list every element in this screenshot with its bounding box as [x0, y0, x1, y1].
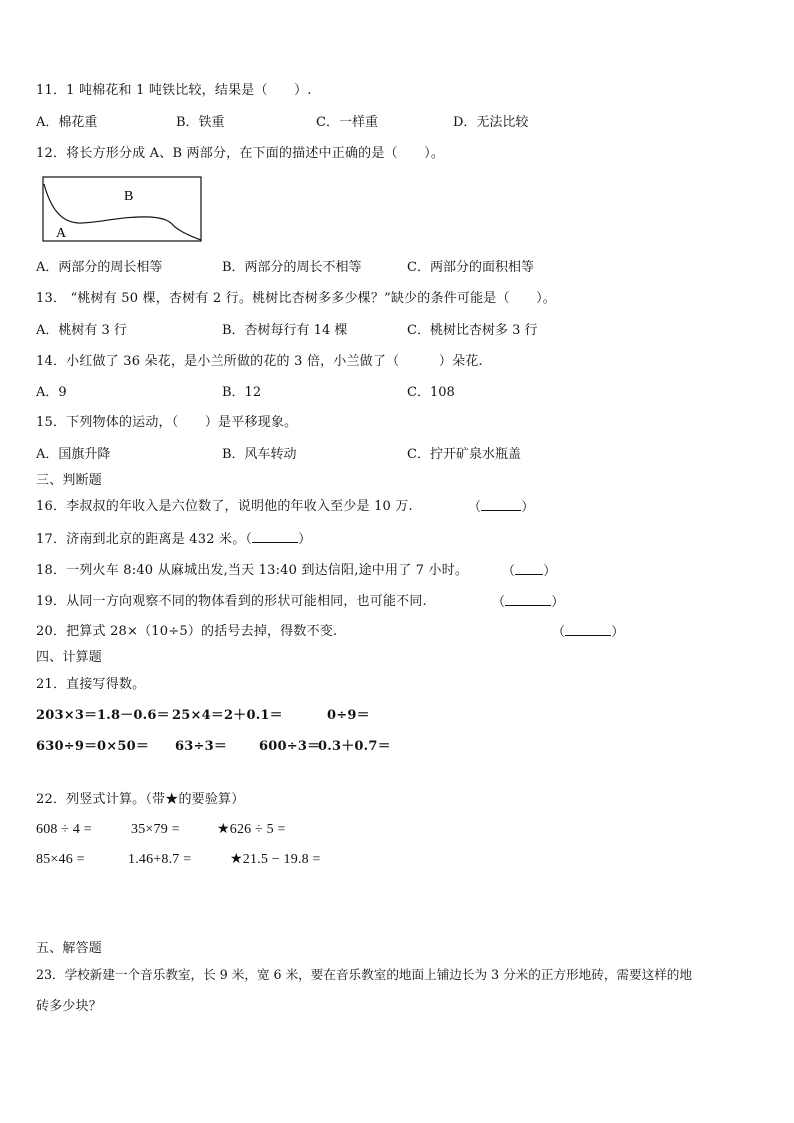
- section-4-heading: 四、计算题: [36, 650, 103, 665]
- q19-answer-blank[interactable]: （ ）: [492, 595, 565, 610]
- q22-item-6: ★21.5 − 19.8 =: [230, 852, 321, 867]
- q17-stem-wrap: [36, 530, 311, 549]
- q12-option-c: C．两部分的面积相等: [407, 260, 534, 275]
- q22-item-3: ★626 ÷ 5 =: [217, 822, 286, 837]
- q13-stem: 13． “桃树有 50 棵，杏树有 2 行。桃树比杏树多多少棵？”缺少的条件可能是（ ）。: [36, 291, 557, 306]
- q21-item-10: 0.3＋0.7＝: [318, 739, 391, 754]
- q22-stem: 22．列竖式计算。（带★的要验算）: [36, 792, 245, 807]
- q21-item-8: 63÷3＝: [175, 739, 228, 754]
- q18-stem: 18．一列火车 8:40 从麻城出发,当天 13:40 到达信阳,途中用了 7 小时。: [36, 563, 469, 578]
- q11-option-b: B．铁重: [176, 115, 225, 130]
- q14-stem: 14．小红做了 36 朵花，是小兰所做的花的 3 倍，小兰做了（ ）朵花.: [36, 354, 483, 369]
- q11-stem: 11．1 吨棉花和 1 吨铁比较，结果是（ ）.: [36, 83, 312, 98]
- q14-option-c: C．108: [407, 385, 455, 400]
- q19-stem: 19．从同一方向观察不同的物体看到的形状可能相同，也可能不同.: [36, 594, 427, 609]
- q22-item-2: 35×79 =: [131, 822, 180, 837]
- q21-stem: 21．直接写得数。: [36, 677, 146, 692]
- q21-item-7: 0×50＝: [97, 739, 150, 754]
- q16-answer-blank[interactable]: （ ）: [468, 500, 535, 515]
- q23-line-2: 砖多少块？: [36, 999, 103, 1014]
- q17-answer-blank[interactable]: （ ）: [245, 532, 312, 547]
- q20-answer-blank[interactable]: （ ）: [552, 625, 625, 640]
- q18-answer-blank[interactable]: （ ）: [502, 564, 557, 579]
- q14-option-b: B．12: [222, 385, 262, 400]
- q22-item-4: 85×46 =: [36, 852, 85, 867]
- q15-option-c: C．拧开矿泉水瓶盖: [407, 447, 521, 462]
- label-a: A: [56, 226, 67, 241]
- q11-option-c: C．一样重: [316, 115, 378, 130]
- q17-stem: 17．济南到北京的距离是 432 米。: [36, 532, 246, 547]
- q23-line-1: 23．学校新建一个音乐教室，长 9 米，宽 6 米，要在音乐教室的地面上铺边长为 3 分米的正方形地砖，需要这样的地: [36, 967, 692, 982]
- q21-item-5: 0÷9＝: [327, 708, 370, 723]
- q15-option-a: A．国旗升降: [36, 447, 111, 462]
- q12-option-b: B．两部分的周长不相等: [222, 260, 362, 275]
- q11-option-a: A．棉花重: [36, 115, 98, 130]
- q21-item-2: 1.8－0.6＝: [97, 708, 170, 723]
- q14-option-a: A．9: [36, 385, 67, 400]
- section-3-heading: 三、判断题: [36, 473, 103, 488]
- section-5-heading: 五、解答题: [36, 941, 103, 956]
- dividing-curve: [44, 184, 201, 240]
- q21-item-1: 203×3＝: [36, 708, 98, 723]
- q21-item-3: 25×4＝: [172, 708, 225, 723]
- q11-option-d: D．无法比较: [453, 115, 529, 130]
- q15-stem: 15．下列物体的运动，（ ）是平移现象。: [36, 415, 298, 430]
- q21-item-9: 600÷3＝: [259, 739, 321, 754]
- rectangle-outline: [43, 177, 201, 241]
- q12-stem: 12．将长方形分成 A、B 两部分，在下面的描述中正确的是（ ）。: [36, 146, 445, 161]
- rectangle-diagram: [42, 176, 204, 244]
- q12-option-a: A．两部分的周长相等: [36, 260, 163, 275]
- q15-option-b: B．风车转动: [222, 447, 297, 462]
- q13-option-c: C．桃树比杏树多 3 行: [407, 323, 538, 338]
- q13-option-a: A．桃树有 3 行: [36, 323, 127, 338]
- q21-item-4: 2＋0.1＝: [224, 708, 283, 723]
- q13-option-b: B．杏树每行有 14 棵: [222, 323, 348, 338]
- q21-item-6: 630÷9＝: [36, 739, 98, 754]
- q20-stem: 20．把算式 28×（10÷5）的括号去掉，得数不变.: [36, 624, 338, 639]
- q22-item-1: 608 ÷ 4 =: [36, 822, 92, 837]
- label-b: B: [124, 189, 134, 204]
- q16-stem: 16．李叔叔的年收入是六位数了，说明他的年收入至少是 10 万.: [36, 499, 413, 514]
- q22-item-5: 1.46+8.7 =: [128, 852, 192, 867]
